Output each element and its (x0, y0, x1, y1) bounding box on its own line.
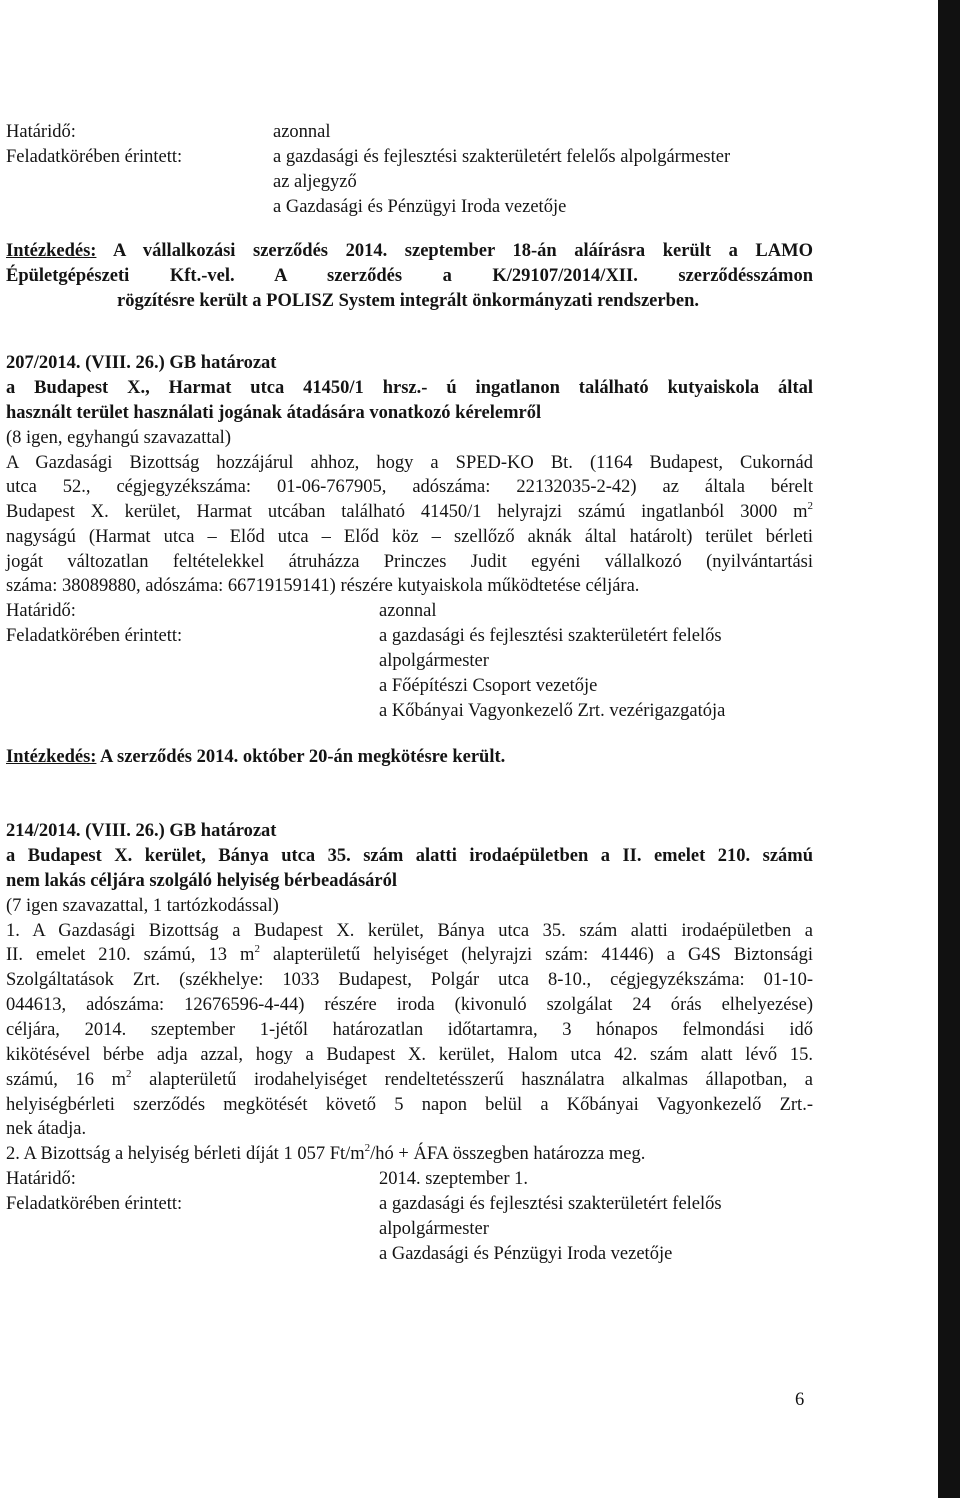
measure-line: Intézkedés: A szerződés 2014. október 20-án megkötésre került. (6, 747, 506, 767)
body-line: 2. A Bizottság a helyiség bérleti díját 1 057 $Ft/m^2/hó$ + ÁFA összegben határozza meg. (6, 1142, 646, 1164)
body-line: 044613, adószáma: 12676596-4-44) részére iroda (kivonuló szolgálat 24 órás elhelyezése) (6, 995, 813, 1015)
responsible-item: alpolgármester (379, 1219, 489, 1239)
responsible-item: a gazdasági és fejlesztési szakterületért felelős alpolgármester (273, 147, 731, 167)
page-number: 6 (795, 1390, 805, 1410)
resolution-title: nem lakás céljára szolgáló helyiség bérbeadásáról (6, 871, 398, 891)
responsible-item: a Gazdasági és Pénzügyi Iroda vezetője (273, 197, 567, 217)
deadline-value: azonnal (379, 601, 437, 621)
deadline-label: Határidő: (6, 122, 76, 142)
resolution-number: 214/2014. (VIII. 26.) GB határozat (6, 821, 277, 841)
body-line: nagyságú (Harmat utca – Előd utca – Előd köz – szellőző aknák által határolt) terület bérleti (6, 527, 813, 547)
body-line: száma: 38089880, adószáma: 66719159141) részére kutyaiskola működtetése céljára. (6, 576, 640, 596)
responsible-item: a gazdasági és fejlesztési szakterületért felelős (379, 1194, 722, 1214)
deadline-value: azonnal (273, 122, 331, 142)
responsible-item: alpolgármester (379, 651, 489, 671)
resolution-title: a Budapest X., Harmat utca 41450/1 hrsz.- ú ingatlanon található kutyaiskola által (6, 378, 813, 398)
body-line: nek átadja. (6, 1119, 87, 1139)
vote-result: (8 igen, egyhangú szavazattal) (6, 428, 231, 448)
vote-result: (7 igen szavazattal, 1 tartózkodással) (6, 896, 279, 916)
body-line: céljára, 2014. szeptember 1-jétől határozatlan időtartamra, 3 hónapos felmondási idő (6, 1020, 813, 1040)
responsible-label: Feladatkörében érintett: (6, 626, 183, 646)
measure-line: Épületgépészeti Kft.-vel. A szerződés a K/29107/2014/XII. szerződésszámon (6, 266, 813, 286)
body-line: utca 52., cégjegyzékszáma: 01-06-767905, adószáma: 22132035-2-42) az általa bérelt (6, 477, 813, 497)
responsible-item: a Kőbányai Vagyonkezelő Zrt. vezérigazgatója (379, 701, 726, 721)
body-line: II. emelet 210. számú, 13 $m^2$ alapterületű helyiséget (helyrajzi szám: 41446) a G4S Biztonsági (6, 943, 813, 965)
responsible-item: a Főépítészi Csoport vezetője (379, 676, 598, 696)
resolution-title: használt terület használati jogának átadására vonatkozó kérelemről (6, 403, 542, 423)
deadline-label: Határidő: (6, 601, 76, 621)
responsible-item: a Gazdasági és Pénzügyi Iroda vezetője (379, 1244, 673, 1264)
body-line: 1. A Gazdasági Bizottság a Budapest X. kerület, Bánya utca 35. szám alatti irodaépületben a (6, 921, 813, 941)
responsible-label: Feladatkörében érintett: (6, 147, 183, 167)
body-line: jogát változatlan feltételekkel átruházza Princzes Judit egyéni vállalkozó (nyilvántartási (6, 552, 813, 572)
deadline-label: Határidő: (6, 1169, 76, 1189)
resolution-title: a Budapest X. kerület, Bánya utca 35. szám alatti irodaépületben a II. emelet 210. számú (6, 846, 813, 866)
body-line: Budapest X. kerület, Harmat utcában található 41450/1 helyrajzi számú ingatlanból 3000 $m^2$ (6, 500, 813, 522)
deadline-value: 2014. szeptember 1. (379, 1169, 528, 1189)
body-line: A Gazdasági Bizottság hozzájárul ahhoz, hogy a SPED-KO Bt. (1164 Budapest, Cukornád (6, 453, 813, 473)
measure-label: Intézkedés: (6, 747, 97, 767)
body-line: helyiségbérleti szerződés megkötését követő 5 napon belül a Kőbányai Vagyonkezelő Zrt.- (6, 1095, 813, 1115)
body-line: kikötésével bérbe adja azzal, hogy a Budapest X. kerület, Halom utca 42. szám alatt lévő 15. (6, 1045, 813, 1065)
body-line: számú, 16 $m^2$ alapterületű irodahelyiséget rendeltetésszerű használatra alkalmas állapotban, a (6, 1068, 814, 1090)
responsible-item: a gazdasági és fejlesztési szakterületért felelős (379, 626, 722, 646)
measure-label: Intézkedés: (6, 241, 97, 261)
resolution-number: 207/2014. (VIII. 26.) GB határozat (6, 353, 277, 373)
page-edge-bar (938, 0, 960, 1498)
measure-line: Intézkedés: A vállalkozási szerződés 2014. szeptember 18-án aláírásra került a LAMO (6, 241, 813, 261)
responsible-item: az aljegyző (273, 172, 357, 192)
measure-line: rögzítésre került a POLISZ System integrált önkormányzati rendszerben. (117, 291, 700, 311)
body-line: Szolgáltatások Zrt. (székhelye: 1033 Budapest, Polgár utca 8-10., cégjegyzékszáma: 01-10- (6, 970, 813, 990)
responsible-label: Feladatkörében érintett: (6, 1194, 183, 1214)
